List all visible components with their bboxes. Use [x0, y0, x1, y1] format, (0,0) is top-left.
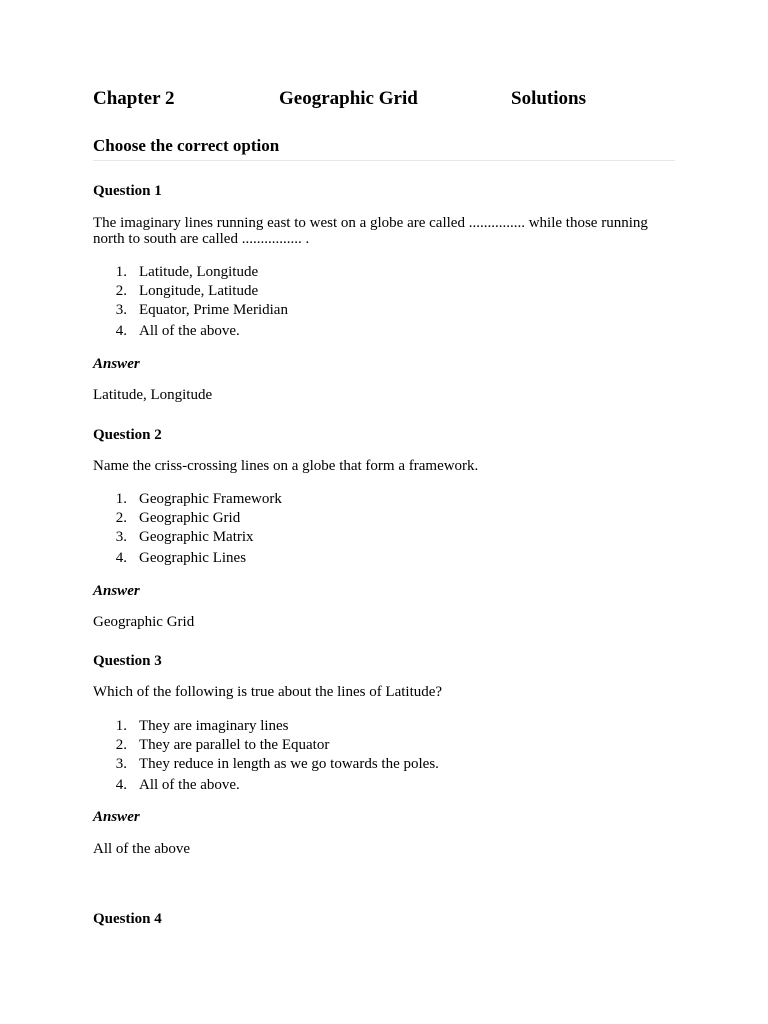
- question-3-label: Question 3: [93, 653, 162, 669]
- question-4-label: Question 4: [93, 911, 162, 927]
- section-title: Choose the correct option: [93, 136, 280, 155]
- answer-1-text: Latitude, Longitude: [93, 387, 213, 403]
- section-divider: [93, 160, 675, 161]
- chapter-title: Geographic Grid: [279, 88, 418, 109]
- question-1-label: Question 1: [93, 183, 162, 199]
- answer-3-label: Answer: [93, 809, 140, 825]
- question-2-label: Question 2: [93, 427, 162, 443]
- answer-2-text: Geographic Grid: [93, 614, 195, 630]
- chapter-number: Chapter 2: [93, 88, 175, 109]
- chapter-header: [93, 88, 675, 112]
- solutions-label: Solutions: [511, 88, 586, 109]
- answer-2-label: Answer: [93, 583, 140, 599]
- question-3-text: Which of the following is true about the lines of Latitude?: [93, 684, 443, 700]
- question-2-text: Name the criss-crossing lines on a globe that form a framework.: [93, 458, 479, 474]
- answer-3-text: All of the above: [93, 841, 191, 857]
- answer-1-label: Answer: [93, 356, 140, 372]
- question-1-text: The imaginary lines running east to west on a globe are called ............... while those running north to south are called ................ .: [93, 215, 648, 247]
